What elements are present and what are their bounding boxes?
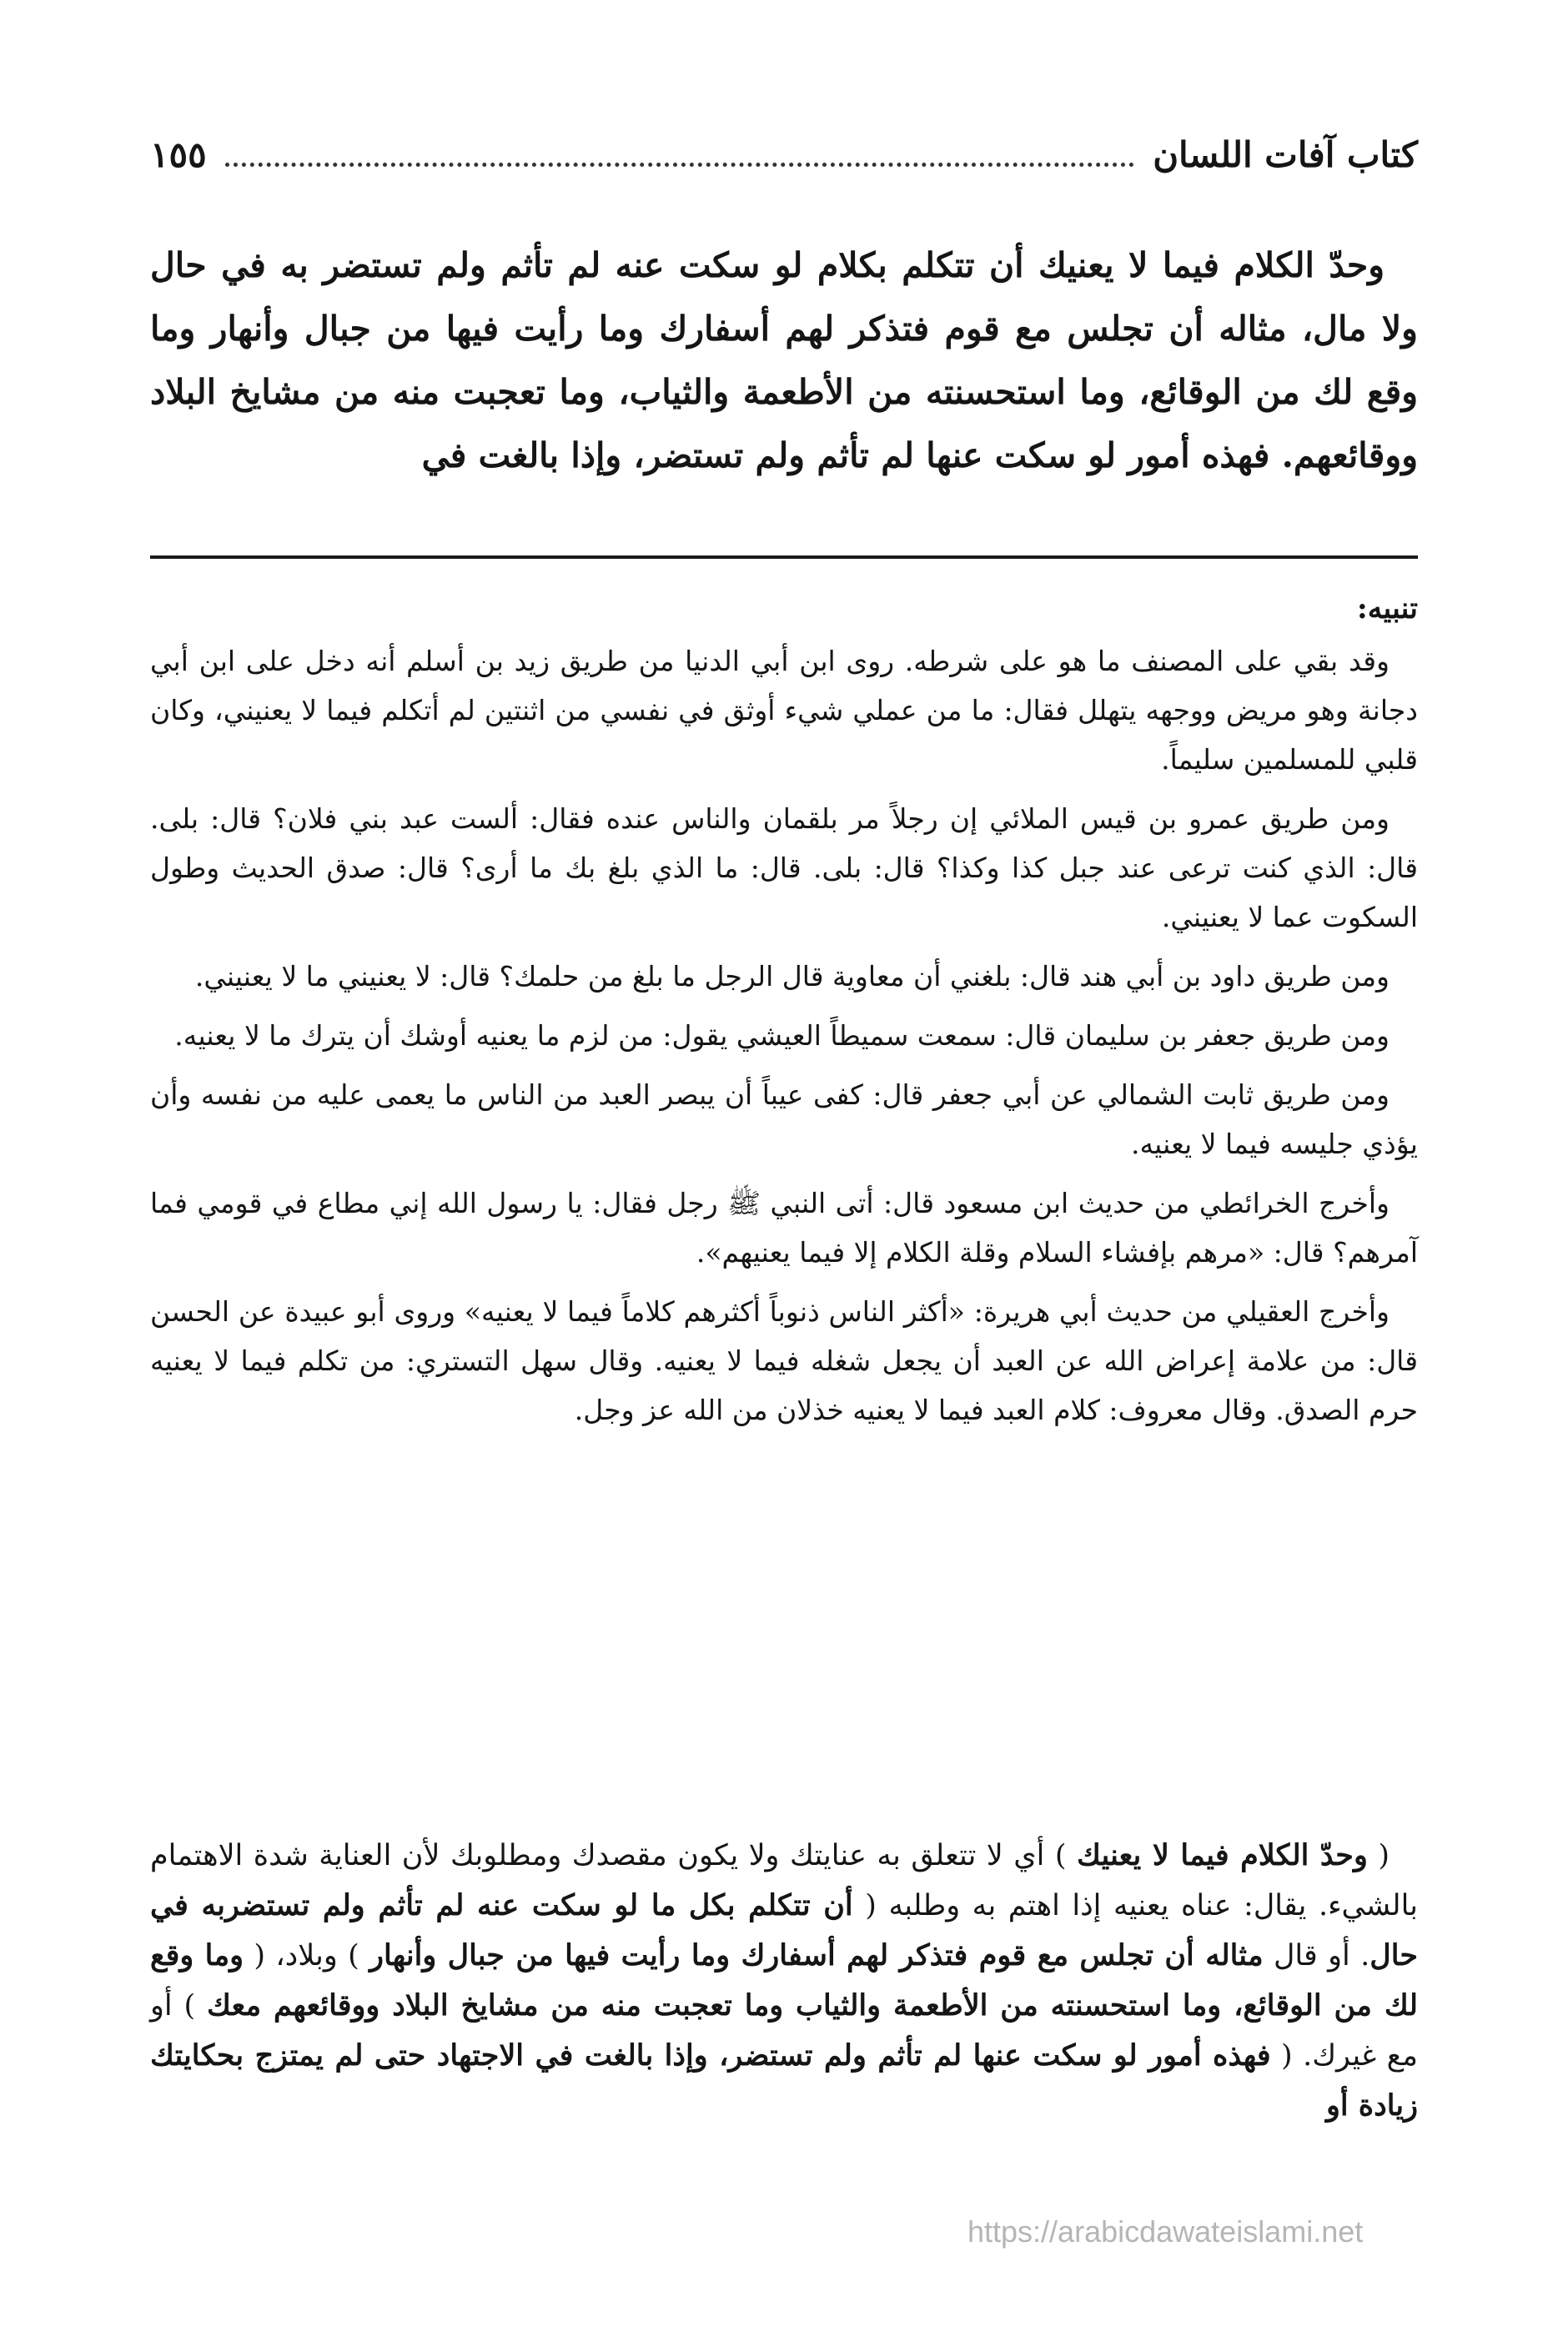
note-paragraph: وأخرج الخرائطي من حديث ابن مسعود قال: أتى النبي ﷺ رجل فقال: يا رسول الله إني مطاع في قومي فما آمرهم؟ قال: «مرهم بإفشاء السلام وقلة الكلام إلا فيما يعنيهم».: [150, 1187, 1418, 1269]
commentary-quoted-text: فهذه أمور لو سكت عنها لم تأثم ولم تستضر، وإذا بالغت في الاجتهاد حتى لم يمتزج بحكايتك زيادة أو: [150, 2038, 1418, 2123]
note-paragraph: وقد بقي على المصنف ما هو على شرطه. روى ابن أبي الدنيا من طريق زيد بن أسلم أنه دخل على ابن أبي دجانة وهو مريض ووجهه يتهلل فقال: ما من عملي شيء أوثق في نفسي من اثنتين لم أتكلم فيما لا يعنيني، وكان قلبي للمسلمين سليماً.: [150, 645, 1418, 776]
running-header: [150, 125, 1418, 183]
notes-heading: تنبيه:: [1356, 591, 1418, 626]
commentary-segment: . أو قال: [1263, 1939, 1370, 1973]
commentary-quoted-text: وحدّ الكلام فيما لا يعنيك: [1077, 1838, 1368, 1872]
commentary-paragraph: [150, 1831, 1418, 2131]
commentary-segment: ) وبلاد، (: [244, 1939, 370, 1973]
page-number: ١٥٥: [150, 133, 207, 175]
commentary-quoted-text: أن تتكلم بكل ما لو سكت عنه لم تأثم ولم تستضربه في حال: [150, 1888, 1418, 1973]
main-text-block: [150, 234, 1418, 487]
note-paragraph: ومن طريق عمرو بن قيس الملائي إن رجلاً مر بلقمان والناس عنده فقال: ألست عبد بني فلان؟ قال: بلى. قال: الذي كنت ترعى عند جبل كذا وكذا؟ قال: بلى. قال: ما الذي بلغ بك ما أرى؟ قال: صدق الحديث وطول السكوت عما لا يعنيني.: [150, 802, 1418, 933]
header-title: كتاب آفات اللسان: [1153, 133, 1418, 175]
note-paragraph: ومن طريق داود بن أبي هند قال: بلغني أن معاوية قال الرجل ما بلغ من حلمك؟ قال: لا يعنيني ما لا يعنيني.: [194, 960, 1390, 993]
commentary-segment: ) أي لا تتعلق به عنايتك ولا يكون مقصدك ومطلوبك لأن العناية شدة الاهتمام بالشيء. يقال: عناه يعنيه إذا اهتم به وطلبه (: [150, 1839, 1419, 1922]
section-divider: [150, 555, 1418, 559]
note-paragraph: ومن طريق ثابت الشمالي عن أبي جعفر قال: كفى عيباً أن يبصر العبد من الناس ما يعمى عليه من نفسه وأن يؤذي جليسه فيما لا يعنيه.: [150, 1078, 1418, 1160]
commentary-quoted-text: وما وقع لك من الوقائع، وما استحسنته من الأطعمة والثياب وما تعجبت منه من مشايخ البلاد ووقائعهم معك: [150, 1938, 1418, 2023]
footnotes-section: [150, 584, 1418, 1445]
commentary-quoted-text: مثاله أن تجلس مع قوم فتذكر لهم أسفارك وما رأيت فيها من جبال وأنهار: [369, 1938, 1264, 1973]
commentary-segment: ) أو مع غيرك. (: [150, 1989, 1418, 2073]
watermark-url: https://arabicdawateislami.net: [967, 2214, 1364, 2249]
note-paragraph: ومن طريق جعفر بن سليمان قال: سمعت سميطاً العيشي يقول: من لزم ما يعنيه أوشك أن يترك ما لا يعنيه.: [174, 1019, 1390, 1052]
commentary-segment: (: [1367, 1839, 1390, 1872]
note-paragraph: وأخرج العقيلي من حديث أبي هريرة: «أكثر الناس ذنوباً أكثرهم كلاماً فيما لا يعنيه» وروى أبو عبيدة عن الحسن قال: من علامة إعراض الله عن العبد أن يجعل شغله فيما لا يعنيه. وقال سهل التستري: من تكلم فيما لا يعنيه حرم الصدق. وقال معروف: كلام العبد فيما لا يعنيه خذلان من الله عز وجل.: [150, 1295, 1418, 1426]
dotted-leader: [225, 163, 1135, 167]
main-paragraph: وحدّ الكلام فيما لا يعنيك أن تتكلم بكلام لو سكت عنه لم تأثم ولم تستضر به في حال ولا مال، مثاله أن تجلس مع قوم فتذكر لهم أسفارك وما رأيت فيها من جبال وأنهار وما وقع لك من الوقائع، وما استحسنته من الأطعمة والثياب، وما تعجبت منه من مشايخ البلاد ووقائعهم. فهذه أمور لو سكت عنها لم تأثم ولم تستضر، وإذا بالغت في: [150, 245, 1418, 475]
commentary-section: [150, 1831, 1418, 2131]
